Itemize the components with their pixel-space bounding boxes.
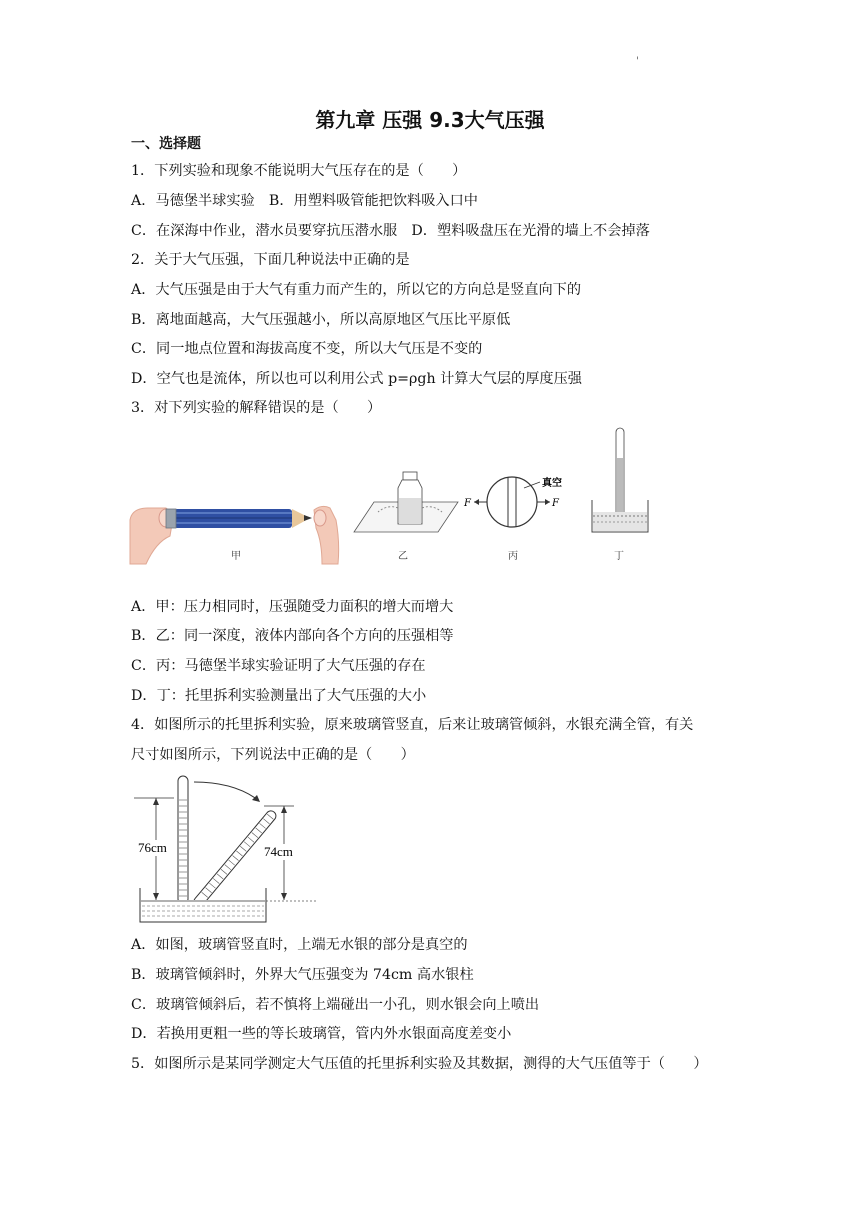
q2-option-d: D．空气也是流体，所以也可以利用公式 p=ρgh 计算大气层的厚度压强 — [131, 371, 582, 387]
label-yi: 乙 — [398, 551, 408, 562]
q4-option-a: A．如图，玻璃管竖直时，上端无水银的部分是真空的 — [131, 937, 468, 953]
height-76cm-label: 76cm — [138, 840, 167, 855]
vacuum-label: 真空 — [542, 478, 562, 489]
hemispheres-experiment — [463, 476, 562, 562]
q2-stem: 2．关于大气压强，下面几种说法中正确的是 — [131, 252, 410, 268]
q4-stem-line1: 4．如图所示的托里拆利实验，原来玻璃管竖直，后来让玻璃管倾斜，水银充满全管，有关 — [131, 717, 694, 733]
q3-option-b: B．乙：同一深度，液体内部向各个方向的压强相等 — [131, 628, 454, 644]
label-ding: 丁 — [614, 551, 624, 562]
pencil-experiment — [130, 506, 339, 564]
q1-options-ab: A．马德堡半球实验 B．用塑料吸管能把饮料吸入口中 — [131, 193, 478, 209]
q2-option-b: B．离地面越高，大气压强越小，所以高原地区气压比平原低 — [131, 312, 511, 328]
header-mark: ' — [636, 56, 639, 67]
q4-option-d: D．若换用更粗一些的等长玻璃管，管内外水银面高度差变小 — [131, 1026, 512, 1042]
bottle-experiment — [354, 472, 458, 562]
torricelli-experiment — [592, 428, 648, 562]
label-bing: 丙 — [508, 551, 518, 562]
force-right-label: F — [552, 498, 559, 509]
section-heading: 一、选择题 — [131, 136, 201, 152]
q3-option-d: D．丁：托里拆利实验测量出了大气压强的大小 — [131, 688, 427, 704]
force-left-label: F — [464, 498, 471, 509]
q4-stem-line2: 尺寸如图所示，下列说法中正确的是（ ） — [131, 747, 415, 763]
q4-option-c: C．玻璃管倾斜后，若不慎将上端碰出一小孔，则水银会向上喷出 — [131, 997, 540, 1013]
q2-option-a: A．大气压强是由于大气有重力而产生的，所以它的方向总是竖直向下的 — [131, 282, 582, 298]
q3-experiments-figure — [126, 424, 666, 570]
height-74cm-label: 74cm — [264, 844, 293, 859]
q3-option-c: C．丙：马德堡半球实验证明了大气压强的存在 — [131, 658, 426, 674]
q2-option-c: C．同一地点位置和海拔高度不变，所以大气压是不变的 — [131, 341, 483, 357]
q3-option-a: A．甲：压力相同时，压强随受力面积的增大而增大 — [131, 599, 454, 615]
page-title: 第九章 压强 9.3大气压强 — [315, 108, 545, 132]
q4-option-b: B．玻璃管倾斜时，外界大气压强变为 74cm 高水银柱 — [131, 967, 474, 983]
q4-tube-figure — [134, 774, 334, 926]
q1-options-cd: C．在深海中作业，潜水员要穿抗压潜水服 D．塑料吸盘压在光滑的墙上不会掉落 — [131, 223, 650, 239]
q5-stem: 5．如图所示是某同学测定大气压值的托里拆利实验及其数据，测得的大气压值等于（ ） — [131, 1056, 708, 1072]
q1-stem: 1．下列实验和现象不能说明大气压存在的是（ ） — [131, 163, 467, 179]
label-jia: 甲 — [231, 551, 241, 562]
q3-stem: 3．对下列实验的解释错误的是（ ） — [131, 400, 382, 416]
